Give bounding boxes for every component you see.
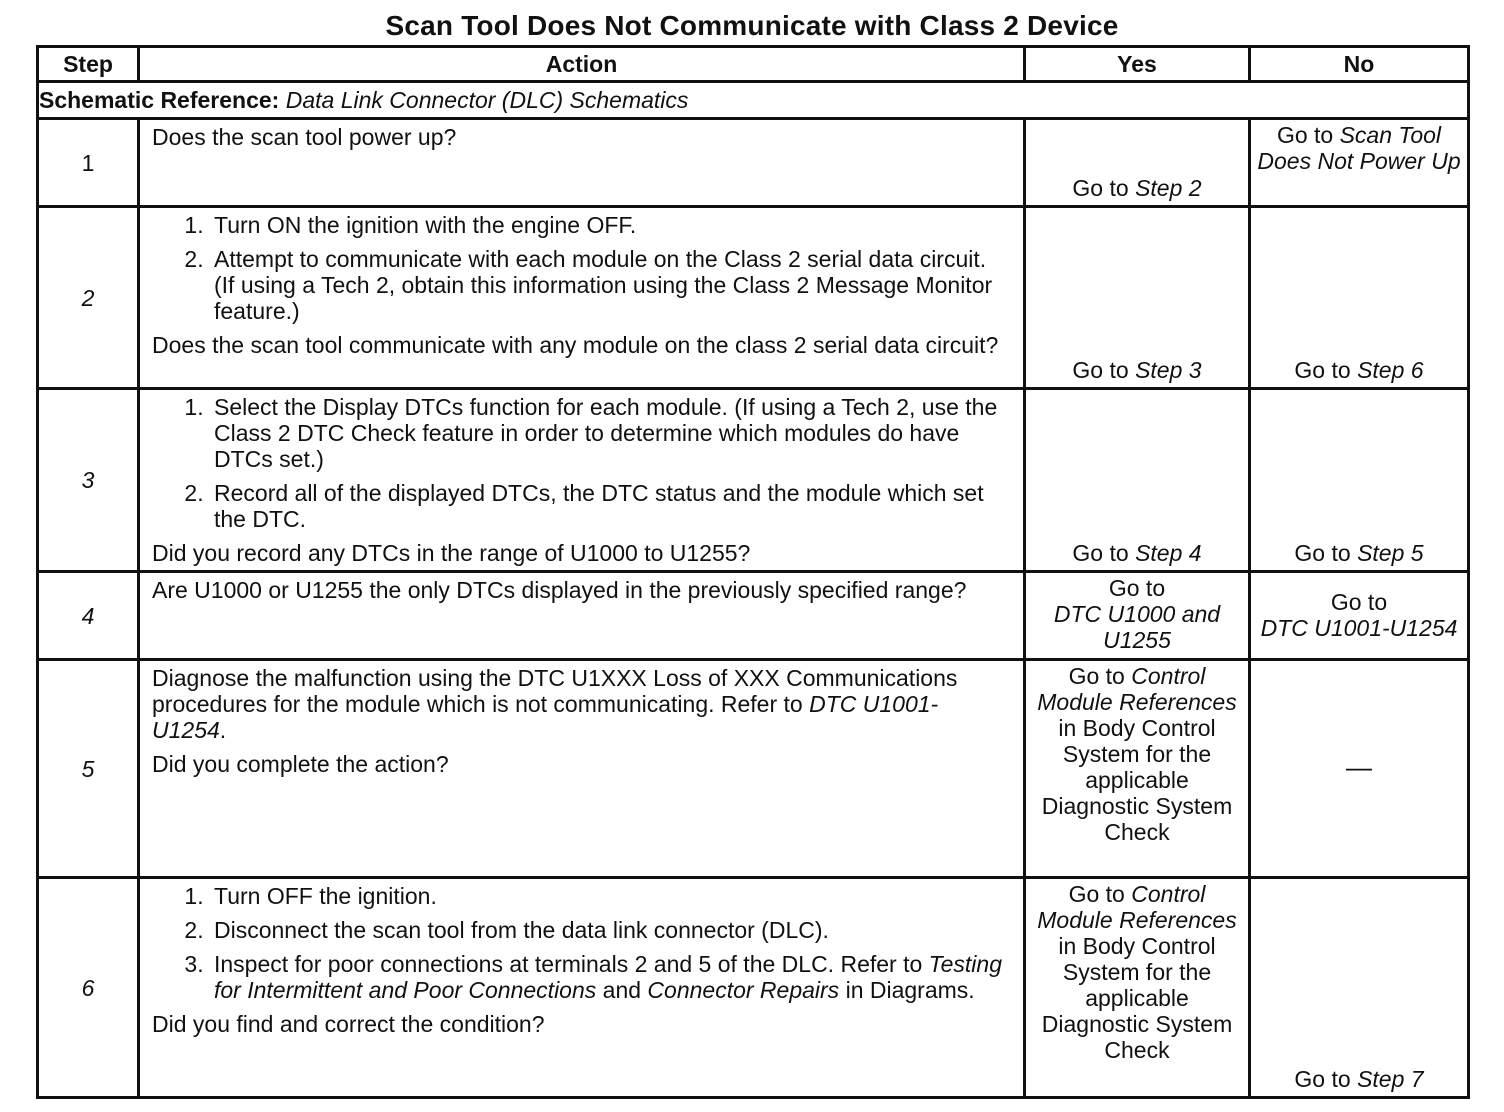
no-prefix: Go to bbox=[1276, 122, 1340, 148]
action-cell bbox=[139, 878, 1025, 1098]
no-cell bbox=[1250, 119, 1469, 207]
substep-list bbox=[152, 212, 1009, 324]
schematic-reference-link[interactable]: Data Link Connector (DLC) Schematics bbox=[285, 87, 689, 113]
action-question: Did you record any DTCs in the range of U1000 to U1255? bbox=[152, 540, 751, 566]
action-cell bbox=[139, 572, 1025, 660]
action-text-before: Diagnose the malfunction using the DTC U1XXX Loss of XXX Communications procedures for the module which is not communicating. Refer to bbox=[152, 665, 958, 717]
step-number: 2 bbox=[38, 207, 139, 389]
header-action: Action bbox=[139, 47, 1025, 82]
yes-link[interactable]: Control Module References bbox=[1037, 881, 1237, 933]
yes-link[interactable]: Step 3 bbox=[1135, 357, 1202, 383]
yes-prefix: Go to bbox=[1072, 540, 1136, 566]
yes-cell bbox=[1025, 207, 1250, 389]
page-title: Scan Tool Does Not Communicate with Class 2 Device bbox=[385, 10, 1119, 41]
action-text-after: . bbox=[219, 717, 227, 743]
substep-item bbox=[210, 951, 1009, 1003]
action-text bbox=[152, 665, 1009, 743]
yes-suffix: in Body Control System for the applicable Diagnostic System Check bbox=[1041, 933, 1233, 1063]
no-link[interactable]: Step 5 bbox=[1357, 540, 1424, 566]
no-cell bbox=[1250, 389, 1469, 572]
substep-text-mid: and bbox=[596, 977, 648, 1003]
yes-cell bbox=[1025, 389, 1250, 572]
action-question: Did you complete the action? bbox=[152, 751, 449, 777]
action-cell bbox=[139, 119, 1025, 207]
no-dash: — bbox=[1346, 752, 1372, 782]
schematic-reference-label: Schematic Reference: bbox=[39, 87, 280, 113]
table-row-step-2 bbox=[38, 207, 1469, 389]
no-link[interactable]: DTC U1001-U1254 bbox=[1260, 614, 1458, 641]
action-question: Are U1000 or U1255 the only DTCs displayed in the previously specified range? bbox=[152, 577, 967, 603]
yes-prefix: Go to bbox=[1068, 663, 1132, 689]
step-number: 3 bbox=[38, 389, 139, 572]
action-question: Does the scan tool power up? bbox=[152, 124, 457, 150]
header-row bbox=[38, 47, 1469, 82]
no-prefix: Go to bbox=[1294, 357, 1358, 383]
yes-link[interactable]: Control Module References bbox=[1037, 663, 1237, 715]
substep-link-connector-repairs[interactable]: Connector Repairs bbox=[647, 977, 840, 1003]
yes-suffix: in Body Control System for the applicable Diagnostic System Check bbox=[1041, 715, 1233, 845]
table-row-step-1 bbox=[38, 119, 1469, 207]
substep-text-before: Inspect for poor connections at terminals 2 and 5 of the DLC. Refer to bbox=[214, 951, 929, 977]
header-no: No bbox=[1250, 47, 1469, 82]
substep-link-testing[interactable]: Testing for Intermittent and Poor Connections bbox=[214, 951, 1002, 1003]
no-cell bbox=[1250, 572, 1469, 660]
table-row-step-4 bbox=[38, 572, 1469, 660]
yes-link[interactable]: Step 2 bbox=[1135, 175, 1202, 201]
action-cell bbox=[139, 660, 1025, 878]
yes-link[interactable]: Step 4 bbox=[1135, 540, 1202, 566]
table-row-step-6 bbox=[38, 878, 1469, 1098]
substep-item: 2. Disconnect the scan tool from the data link connector (DLC). bbox=[210, 917, 1009, 943]
no-cell bbox=[1250, 660, 1469, 878]
table-row-step-3 bbox=[38, 389, 1469, 572]
substep-item: 2. Record all of the displayed DTCs, the DTC status and the module which set the DTC. bbox=[210, 480, 1009, 532]
header-yes: Yes bbox=[1025, 47, 1250, 82]
step-number: 6 bbox=[38, 878, 139, 1098]
substep-text-after: in Diagrams. bbox=[839, 977, 975, 1003]
substep-item: 1. Select the Display DTCs function for each module. (If using a Tech 2, use the Class 2 DTC Check feature in order to determine which modules do have DTCs set.) bbox=[210, 394, 1009, 472]
action-reference-link[interactable]: DTC U1001-U1254 bbox=[152, 691, 939, 743]
yes-prefix: Go to bbox=[1072, 357, 1136, 383]
substep-list bbox=[152, 394, 1009, 532]
action-cell bbox=[139, 389, 1025, 572]
yes-cell bbox=[1025, 660, 1250, 878]
action-cell bbox=[139, 207, 1025, 389]
step-number: 5 bbox=[38, 660, 139, 878]
no-cell bbox=[1250, 878, 1469, 1098]
no-link[interactable]: Step 7 bbox=[1357, 1066, 1424, 1092]
step-number: 1 bbox=[38, 119, 139, 207]
substep-item: 2. Attempt to communicate with each module on the Class 2 serial data circuit. (If using a Tech 2, obtain this information using the Class 2 Message Monitor feature.) bbox=[210, 246, 1009, 324]
yes-prefix: Go to bbox=[1072, 175, 1136, 201]
no-link[interactable]: Step 6 bbox=[1357, 357, 1424, 383]
yes-prefix: Go to bbox=[1068, 881, 1132, 907]
substep-item: 1. Turn OFF the ignition. bbox=[210, 883, 1009, 909]
schematic-reference-row bbox=[38, 82, 1469, 119]
table-row-step-5 bbox=[38, 660, 1469, 878]
step-number: 4 bbox=[38, 572, 139, 660]
yes-cell bbox=[1025, 878, 1250, 1098]
yes-cell bbox=[1025, 572, 1250, 660]
action-question: Does the scan tool communicate with any module on the class 2 serial data circuit? bbox=[152, 332, 999, 358]
action-question: Did you find and correct the condition? bbox=[152, 1011, 545, 1037]
header-step: Step bbox=[38, 47, 139, 82]
substep-list bbox=[152, 883, 1009, 1003]
substep-item: 1. Turn ON the ignition with the engine OFF. bbox=[210, 212, 1009, 238]
no-prefix: Go to bbox=[1294, 540, 1358, 566]
schematic-reference bbox=[38, 82, 1469, 119]
no-prefix: Go to bbox=[1330, 588, 1388, 615]
no-link[interactable]: Scan Tool Does Not Power Up bbox=[1257, 122, 1461, 174]
diagnostic-table bbox=[36, 45, 1470, 1099]
no-prefix: Go to bbox=[1294, 1066, 1358, 1092]
yes-link[interactable]: DTC U1000 and U1255 bbox=[1053, 601, 1221, 653]
yes-prefix: Go to bbox=[1108, 575, 1166, 601]
yes-cell bbox=[1025, 119, 1250, 207]
no-cell bbox=[1250, 207, 1469, 389]
